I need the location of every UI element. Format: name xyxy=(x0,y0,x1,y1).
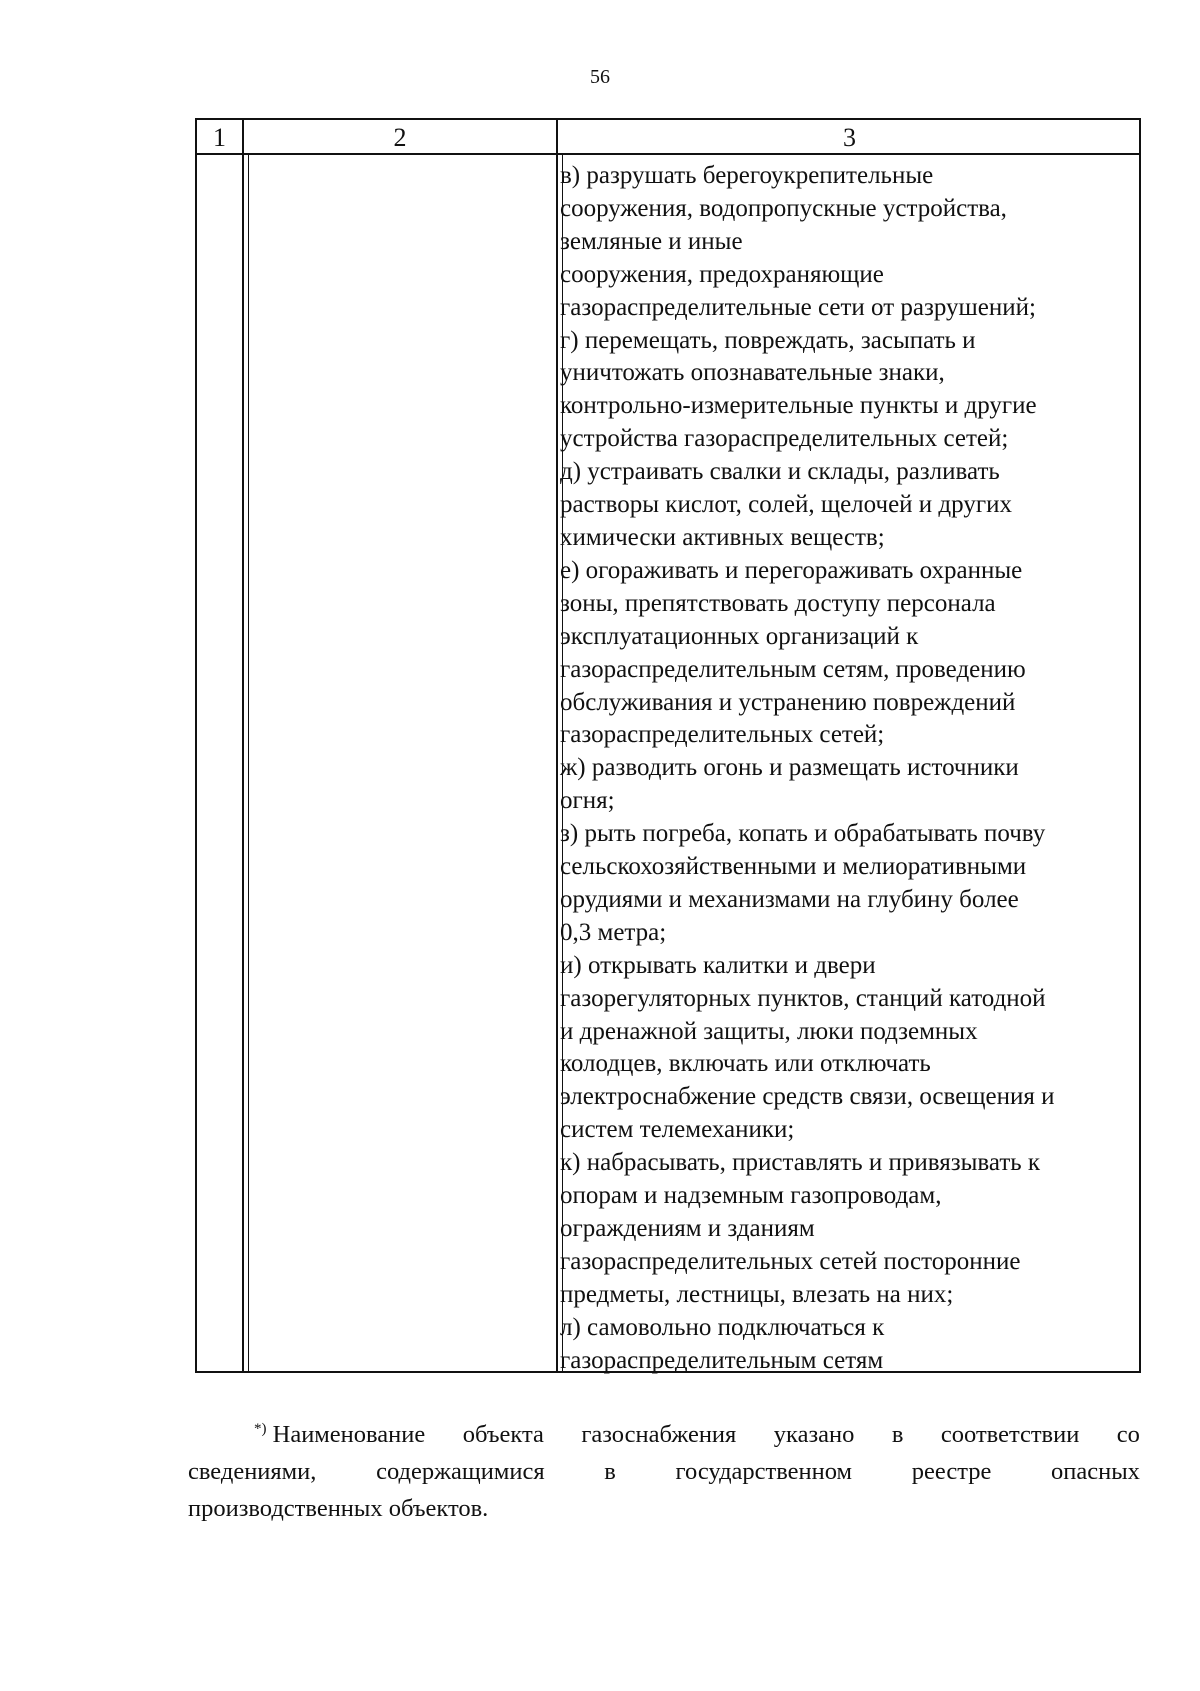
column-3-line: сельскохозяйственными и мелиоративными xyxy=(560,853,1027,881)
footnote-line-2 xyxy=(188,1453,1140,1490)
footnote-word: объекта xyxy=(462,1421,544,1448)
column-divider-1-inner xyxy=(248,155,249,1371)
footnote-word: реестре xyxy=(911,1458,992,1485)
page-number: 56 xyxy=(590,66,610,88)
column-3-line: и дренажной защиты, люки подземных xyxy=(560,1017,978,1045)
column-3-line: в) разрушать берегоукрепительные xyxy=(560,162,934,189)
column-3-line: к) набрасывать, приставлять и привязывать к xyxy=(560,1149,1041,1177)
footnote-word: газоснабжения xyxy=(581,1421,737,1448)
footnote-word: в xyxy=(604,1458,616,1485)
column-3-line: газораспределительным сетям xyxy=(560,1346,884,1374)
header-cell-1: 1 xyxy=(213,123,226,152)
column-3-line: сооружения, водопропускные устройства, xyxy=(560,194,1007,222)
column-3-line: электроснабжение средств связи, освещения и xyxy=(560,1083,1055,1111)
column-3-line: газораспределительным сетям, проведению xyxy=(560,655,1026,683)
footnote-word: содержащимися xyxy=(376,1458,545,1485)
column-3-line: 0,3 метра; xyxy=(560,918,667,946)
footnote-word: опасных xyxy=(1051,1458,1140,1485)
column-3-line: эксплуатационных организаций к xyxy=(560,622,919,650)
column-3-line: д) устраивать свалки и склады, разливать xyxy=(560,458,1000,486)
column-3-line: г) перемещать, повреждать, засыпать и xyxy=(560,326,976,354)
column-3-line: орудиями и механизмами на глубину более xyxy=(560,885,1019,913)
footnote-word: указано xyxy=(773,1421,855,1448)
column-3-line: л) самовольно подключаться к xyxy=(560,1313,885,1341)
footnote-word: Наименование xyxy=(272,1421,426,1448)
column-3-line: газораспределительные сети от разрушений; xyxy=(560,293,1036,321)
header-cell-3: 3 xyxy=(843,123,856,152)
column-3-line: обслуживания и устранению повреждений xyxy=(560,688,1016,716)
column-3-line: земляные и иные xyxy=(560,227,743,255)
table-header-row xyxy=(197,120,1139,155)
header-cell-2: 2 xyxy=(393,123,407,152)
column-3-text xyxy=(560,160,1140,1378)
column-3-line: контрольно-измерительные пункты и другие xyxy=(560,392,1037,420)
column-divider-1 xyxy=(242,120,244,1371)
column-3-line: ж) разводить огонь и размещать источники xyxy=(560,754,1019,782)
footnote-word: соответствии xyxy=(940,1421,1080,1448)
content-table xyxy=(195,118,1141,1373)
footnote xyxy=(188,1416,1140,1527)
footnote-word: сведениями, xyxy=(188,1458,317,1485)
column-3-line: растворы кислот, солей, щелочей и других xyxy=(560,491,1012,519)
column-3-line: уничтожать опознавательные знаки, xyxy=(560,359,945,387)
column-3-line: сооружения, предохраняющие xyxy=(560,260,884,288)
column-3-line: ограждениям и зданиям xyxy=(560,1215,815,1242)
footnote-first-word xyxy=(254,1416,425,1453)
column-divider-2 xyxy=(556,120,558,1371)
column-3-line: газораспределительных сетей посторонние xyxy=(560,1247,1021,1275)
footnote-line-1 xyxy=(188,1416,1140,1453)
footnote-marker: *) xyxy=(254,1420,267,1437)
column-3-line: химически активных веществ; xyxy=(560,523,885,551)
column-3-line: зоны, препятствовать доступу персонала xyxy=(560,589,996,617)
footnote-word: государственном xyxy=(675,1458,853,1485)
footnote-line-3: производственных объектов. xyxy=(188,1495,489,1522)
column-3-line: колодцев, включать или отключать xyxy=(560,1050,931,1078)
footnote-word: в xyxy=(891,1421,904,1448)
column-3-line: е) огораживать и перегораживать охранные xyxy=(560,556,1023,584)
column-3-line: газораспределительных сетей; xyxy=(560,721,885,749)
column-3-line: газорегуляторных пунктов, станций катодной xyxy=(560,984,1046,1012)
column-3-line: предметы, лестницы, влезать на них; xyxy=(560,1280,954,1308)
column-3-line: и) открывать калитки и двери xyxy=(560,951,876,979)
column-3-line: огня; xyxy=(560,787,615,815)
column-3-line: опорам и надземным газопроводам, xyxy=(560,1182,942,1210)
column-3-line: систем телемеханики; xyxy=(560,1116,795,1144)
column-3-line: з) рыть погреба, копать и обрабатывать почву xyxy=(560,820,1046,848)
column-3-line: устройства газораспределительных сетей; xyxy=(560,425,1009,453)
footnote-word: со xyxy=(1116,1421,1140,1448)
